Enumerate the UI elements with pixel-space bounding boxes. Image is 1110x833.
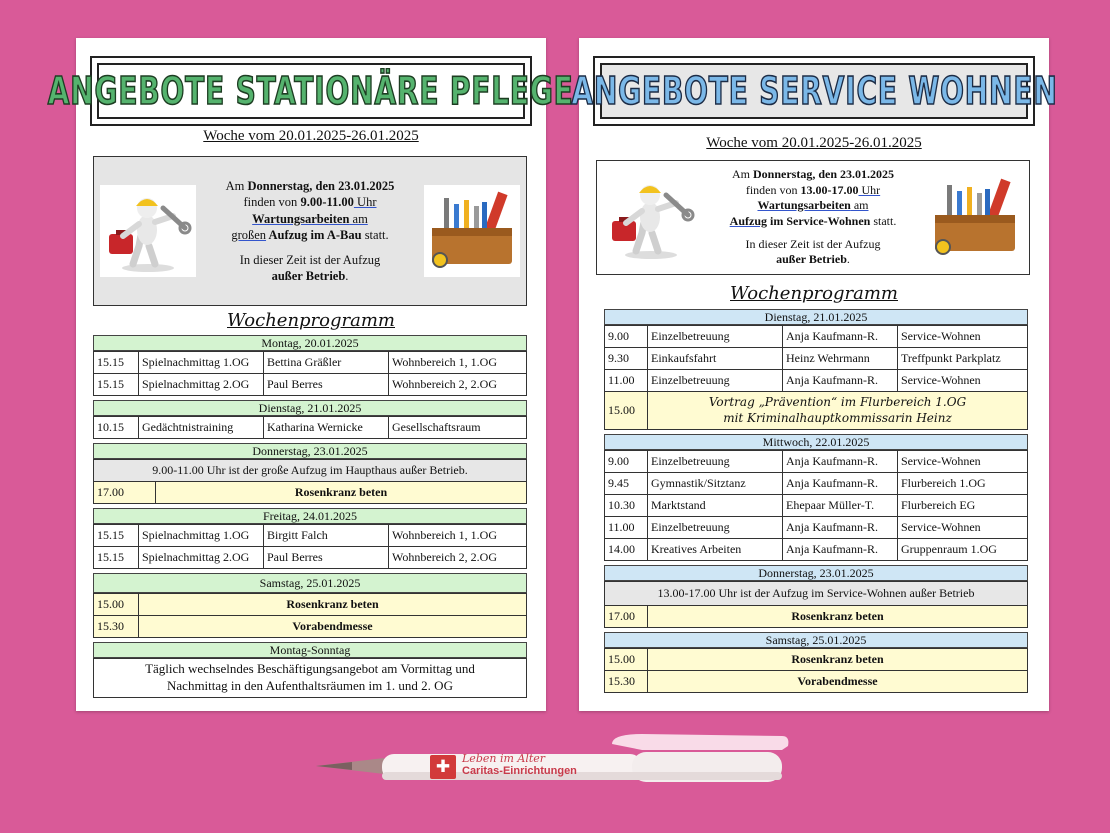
service-wohnen-sheet bbox=[570, 38, 1058, 711]
table-row: 15.15 Spielnachmittag 2.OG Paul Berres Wohnbereich 2, 2.OG bbox=[94, 547, 527, 569]
table-row: 15.15 Spielnachmittag 1.OG Birgitt Falch Wohnbereich 1, 1.OG bbox=[94, 525, 527, 547]
table-row: 11.00 Einzelbetreuung Anja Kaufmann-R. Service-Wohnen bbox=[605, 517, 1028, 539]
notice-text: Am Donnerstag, den 23.01.2025 finden von 9.00-11.00 Uhr Wartungsarbeiten am großen Aufzug im A-Bau statt. In dieser Zeit ist der Aufzug außer Betrieb. bbox=[225, 178, 395, 283]
week-schedule bbox=[604, 309, 1028, 697]
day-header: Montag, 20.01.2025 bbox=[93, 335, 527, 351]
table-row: 13.00-17.00 Uhr ist der Aufzug im Service-Wohnen außer Betrieb bbox=[605, 582, 1028, 606]
worker-figure-icon bbox=[603, 172, 699, 264]
table-row: 10.15 Gedächtnistraining Katharina Wernicke Gesellschaftsraum bbox=[94, 417, 527, 439]
saturday-group bbox=[604, 632, 1028, 693]
table-row: 11.00 Einzelbetreuung Anja Kaufmann-R. Service-Wohnen bbox=[605, 370, 1028, 392]
table-row: 9.45 Gymnastik/Sitztanz Anja Kaufmann-R. Flurbereich 1.OG bbox=[605, 473, 1028, 495]
day-header: Dienstag, 21.01.2025 bbox=[604, 309, 1028, 325]
worker-figure-icon bbox=[100, 185, 196, 277]
friday-group bbox=[93, 508, 527, 569]
table-row: 15.15 Spielnachmittag 2.OG Paul Berres Wohnbereich 2, 2.OG bbox=[94, 374, 527, 396]
monday-group bbox=[93, 335, 527, 396]
toolbox-icon bbox=[424, 185, 520, 277]
table-row: 15.15 Spielnachmittag 1.OG Bettina Gräßler Wohnbereich 1, 1.OG bbox=[94, 352, 527, 374]
day-header: Donnerstag, 23.01.2025 bbox=[93, 443, 527, 459]
saturday-group bbox=[93, 573, 527, 638]
sheet-title: ANGEBOTE SERVICE WOHNEN bbox=[570, 69, 1058, 113]
day-header: Samstag, 25.01.2025 bbox=[93, 573, 527, 593]
table-row: 17.00 Rosenkranz beten bbox=[94, 482, 527, 504]
day-header: Montag-Sonntag bbox=[93, 642, 527, 658]
table-row: 15.00 Rosenkranz beten bbox=[94, 594, 527, 616]
table-row: 17.00 Rosenkranz beten bbox=[605, 606, 1028, 628]
week-range: Woche vom 20.01.2025-26.01.2025 bbox=[706, 135, 922, 151]
day-header: Freitag, 24.01.2025 bbox=[93, 508, 527, 524]
weekly-info: Täglich wechselndes Beschäftigungsangebot am Vormittag und Nachmittag in den Aufenthaltsräumen im 1. und 2. OG bbox=[93, 658, 527, 698]
stationaere-pflege-sheet bbox=[48, 38, 574, 711]
toolbox-icon bbox=[927, 172, 1023, 264]
day-header: Samstag, 25.01.2025 bbox=[604, 632, 1028, 648]
table-row: 15.30 Vorabendmesse bbox=[94, 616, 527, 638]
week-range: Woche vom 20.01.2025-26.01.2025 bbox=[203, 128, 419, 144]
weekly-group bbox=[93, 642, 527, 698]
table-row: 9.00-11.00 Uhr ist der große Aufzug im Haupthaus außer Betrieb. bbox=[94, 460, 527, 482]
table-row: 10.30 Marktstand Ehepaar Müller-T. Flurbereich EG bbox=[605, 495, 1028, 517]
day-header: Dienstag, 21.01.2025 bbox=[93, 400, 527, 416]
tuesday-group bbox=[604, 309, 1028, 430]
table-row: 9.00 Einzelbetreuung Anja Kaufmann-R. Service-Wohnen bbox=[605, 451, 1028, 473]
notice-text: Am Donnerstag, den 23.01.2025 finden von 13.00-17.00 Uhr Wartungsarbeiten am Aufzug im Service-Wohnen statt. In dieser Zeit ist der Aufzug außer Betrieb. bbox=[729, 167, 897, 267]
day-header: Donnerstag, 23.01.2025 bbox=[604, 565, 1028, 581]
pen-brand: Caritas-Einrichtungen bbox=[462, 765, 577, 777]
day-header: Mittwoch, 22.01.2025 bbox=[604, 434, 1028, 450]
program-title: Wochenprogramm bbox=[227, 310, 395, 331]
week-schedule bbox=[93, 335, 527, 702]
table-row: 9.00 Einzelbetreuung Anja Kaufmann-R. Service-Wohnen bbox=[605, 326, 1028, 348]
maintenance-notice bbox=[93, 156, 527, 306]
thursday-group bbox=[604, 565, 1028, 628]
caritas-logo-icon: ✚ bbox=[430, 755, 456, 779]
thursday-group bbox=[93, 443, 527, 504]
program-title: Wochenprogramm bbox=[730, 283, 898, 304]
title-banner bbox=[48, 56, 574, 126]
wednesday-group bbox=[604, 434, 1028, 561]
tuesday-group bbox=[93, 400, 527, 439]
sheet-title: ANGEBOTE STATIONÄRE PFLEGE bbox=[48, 69, 574, 113]
title-banner bbox=[570, 56, 1058, 126]
table-row: 9.30 Einkaufsfahrt Heinz Wehrmann Treffpunkt Parkplatz bbox=[605, 348, 1028, 370]
table-row: 15.30 Vorabendmesse bbox=[605, 671, 1028, 693]
maintenance-notice bbox=[596, 160, 1030, 275]
pen-slogan: Leben im Alter bbox=[462, 752, 546, 765]
caritas-pen bbox=[312, 728, 792, 798]
table-row: 14.00 Kreatives Arbeiten Anja Kaufmann-R. Gruppenraum 1.OG bbox=[605, 539, 1028, 561]
table-row: 15.00 Vortrag „Prävention“ im Flurbereich 1.OG mit Kriminalhauptkommissarin Heinz bbox=[605, 392, 1028, 430]
table-row: 15.00 Rosenkranz beten bbox=[605, 649, 1028, 671]
